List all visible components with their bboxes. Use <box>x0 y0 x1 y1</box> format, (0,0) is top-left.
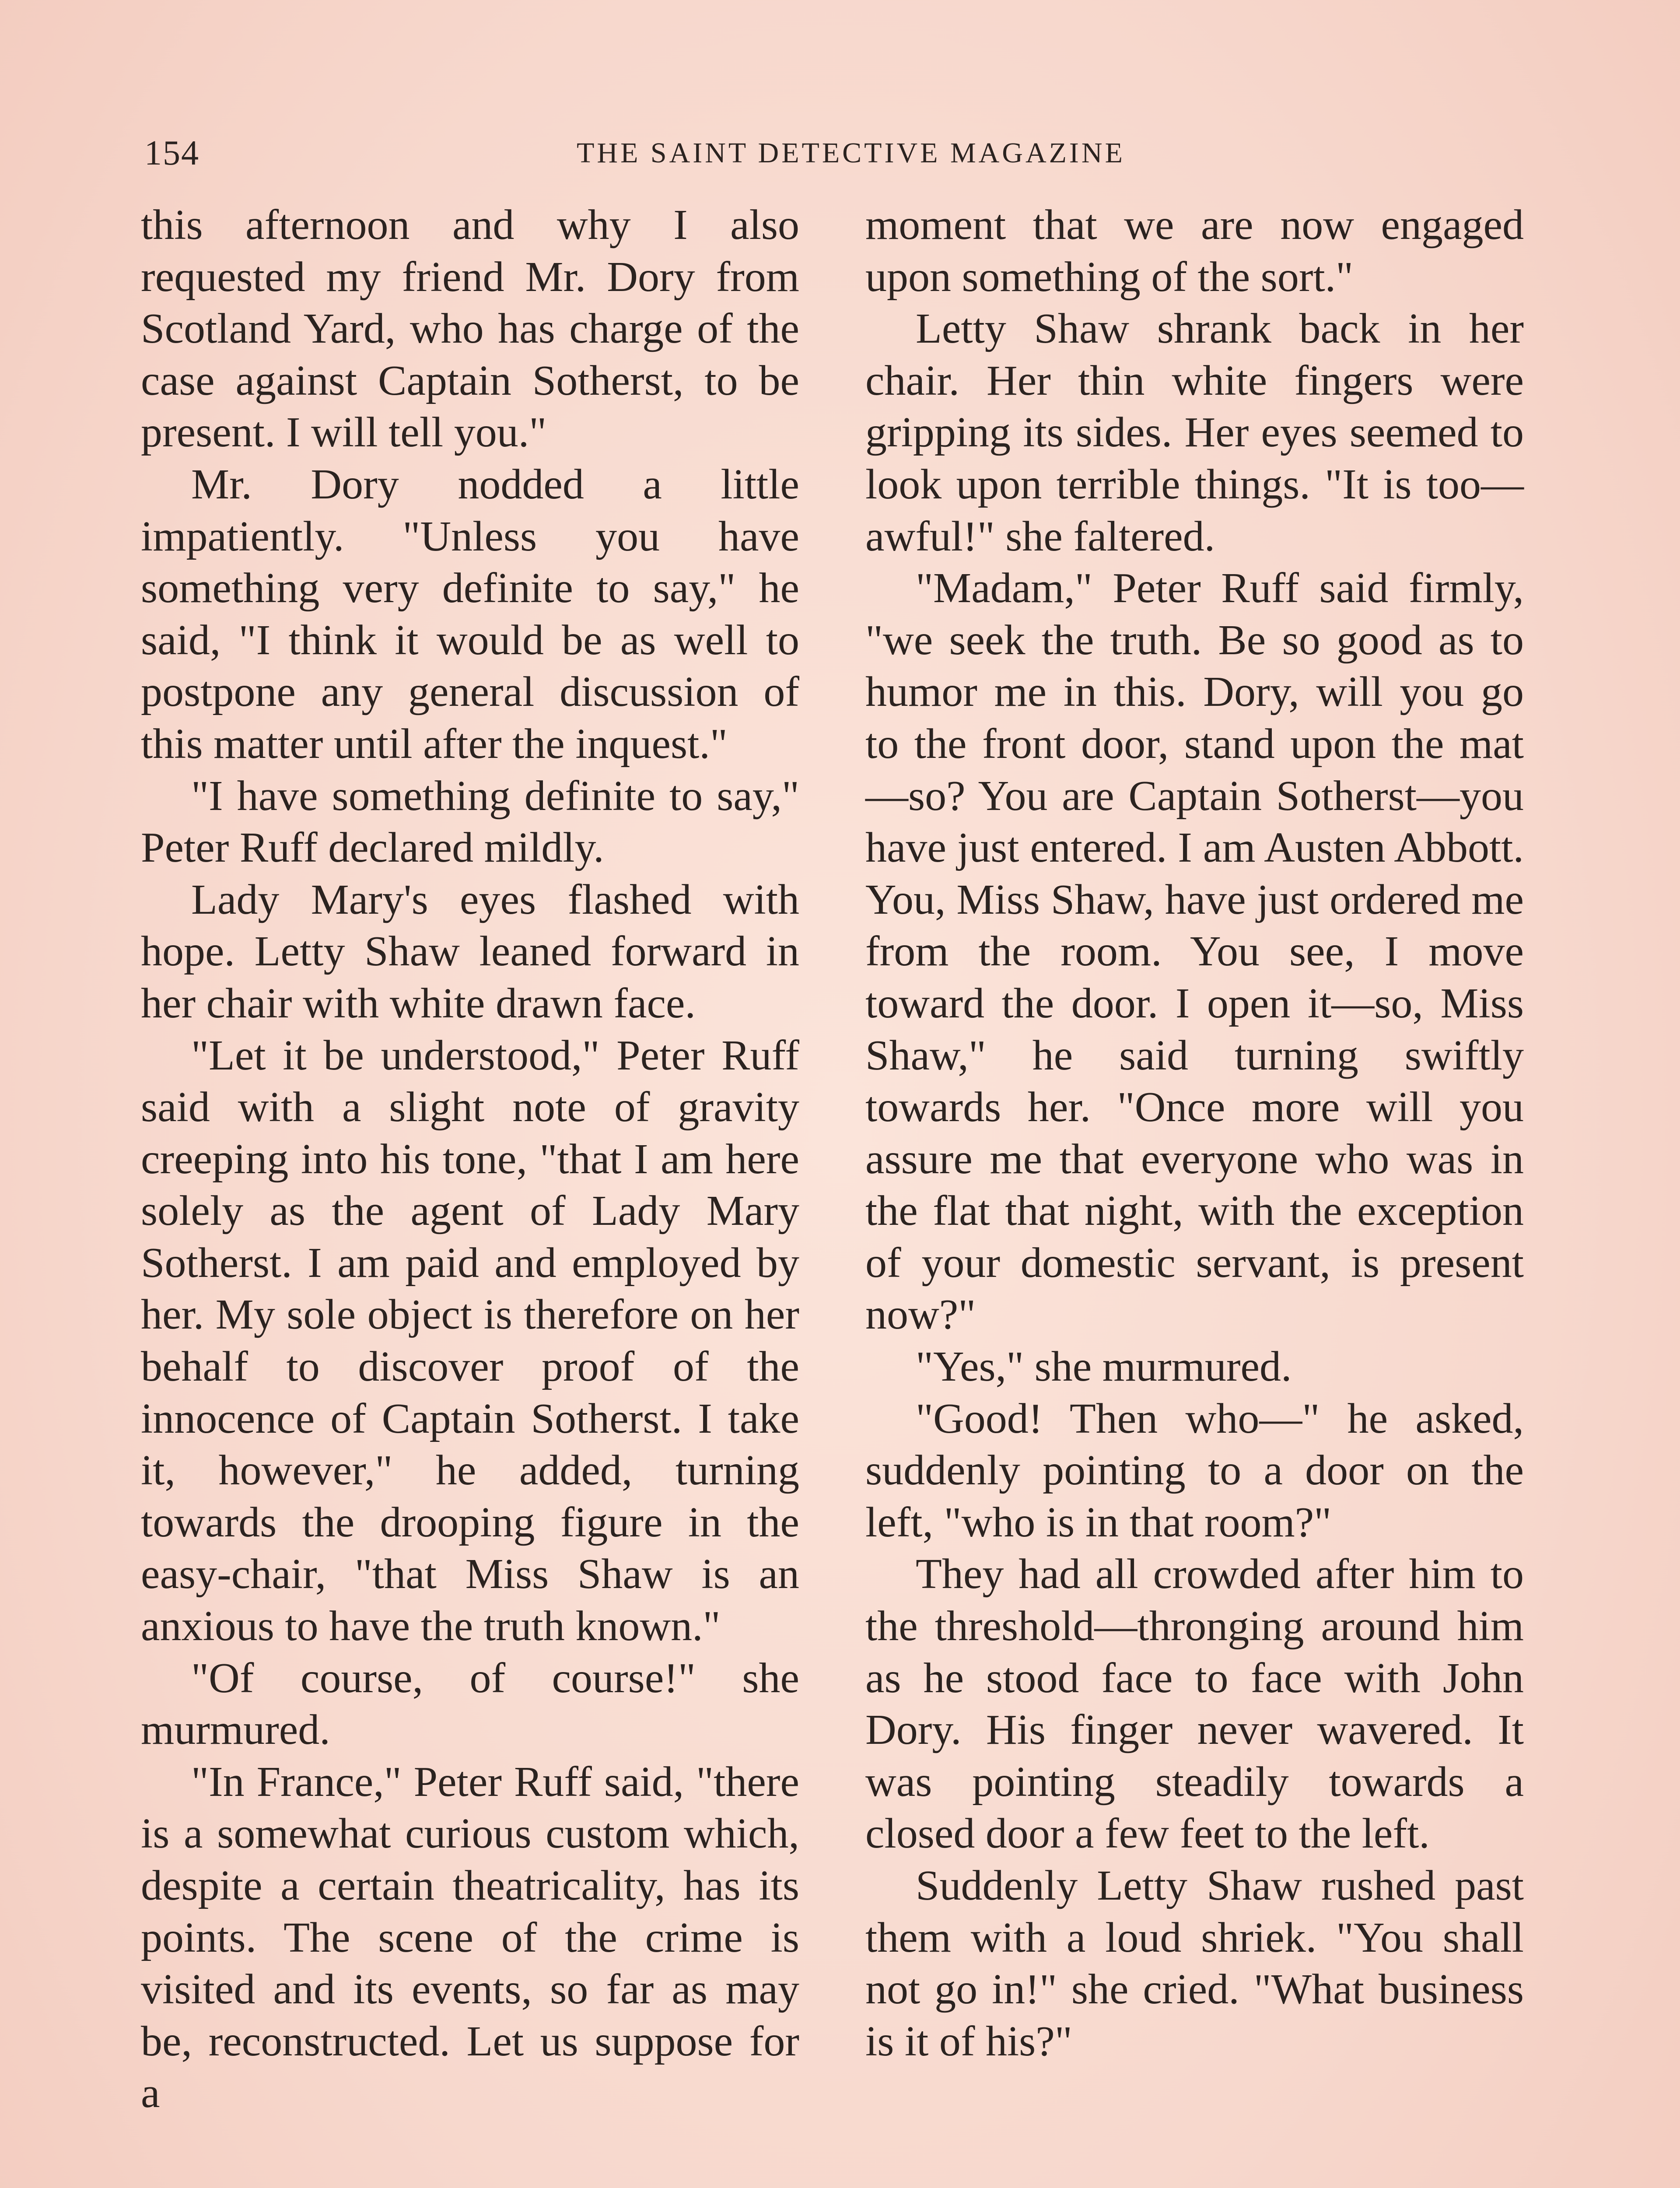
paragraph: "In France," Peter Ruff said, "there is a somewhat curious custom which, despite a certain theatricality, has its points. The scene of the crime is visited and its events, so far as may be, reconstructed. Let us suppose for a <box>141 1758 799 2117</box>
right-column <box>865 199 1524 2067</box>
paragraph: moment that we are now engaged upon something of the sort." <box>865 201 1524 301</box>
paragraph: Letty Shaw shrank back in her chair. Her thin white fingers were gripping its sides. Her eyes seemed to look upon terrible things. "It is too—awful!" she faltered. <box>865 305 1524 560</box>
page-header <box>144 131 1531 175</box>
paragraph: this afternoon and why I also requested my friend Mr. Dory from Scotland Yard, who has charge of the case against Captain Sotherst, to be present. I will tell you." <box>141 201 799 456</box>
paragraph: Suddenly Letty Shaw rushed past them with a loud shriek. "You shall not go in!" she cried. "What business is it of his?" <box>865 1862 1524 2065</box>
paragraph: "Good! Then who—" he asked, suddenly pointing to a door on the left, "who is in that room?" <box>865 1395 1524 1546</box>
paragraph: "Yes," she murmured. <box>916 1343 1292 1391</box>
paragraph: Mr. Dory nodded a little impatiently. "Unless you have something very definite to say," he said, "I think it would be as well to postpone any general discussion of this matter until after the inquest." <box>141 460 799 768</box>
left-column <box>141 199 799 2119</box>
running-title: THE SAINT DETECTIVE MAGAZINE <box>577 137 1125 169</box>
paragraph: "I have something definite to say," Peter Ruff declared mildly. <box>141 772 799 872</box>
paragraph: "Let it be understood," Peter Ruff said with a slight note of gravity creeping into his tone, "that I am here solely as the agent of Lady Mary Sotherst. I am paid and employed by her. My sole object is therefore on her behalf to discover proof of the innocence of Captain Sotherst. I take it, however," he added, turning towards the drooping figure in the easy-chair, "that Miss Shaw is an anxious to have the truth known." <box>141 1031 799 1650</box>
page-number: 154 <box>144 134 200 172</box>
paragraph: They had all crowded after him to the threshold—thronging around him as he stood face to face with John Dory. His finger never wavered. It was pointing steadily towards a closed door a few feet to the left. <box>865 1550 1524 1858</box>
paragraph: "Of course, of course!" she murmured. <box>141 1654 799 1754</box>
paragraph: "Madam," Peter Ruff said firmly, "we seek the truth. Be so good as to humor me in this. Dory, will you go to the front door, stand upon the mat—so? You are Captain Sotherst—you have just entered. I am Austen Abbott. You, Miss Shaw, have just ordered me from the room. You see, I move toward the door. I open it—so, Miss Shaw," he said turning swiftly towards her. "Once more will you assure me that everyone who was in the flat that night, with the exception of your domestic servant, is present now?" <box>865 565 1524 1339</box>
paragraph: Lady Mary's eyes flashed with hope. Letty Shaw leaned forward in her chair with white drawn face. <box>141 876 799 1027</box>
